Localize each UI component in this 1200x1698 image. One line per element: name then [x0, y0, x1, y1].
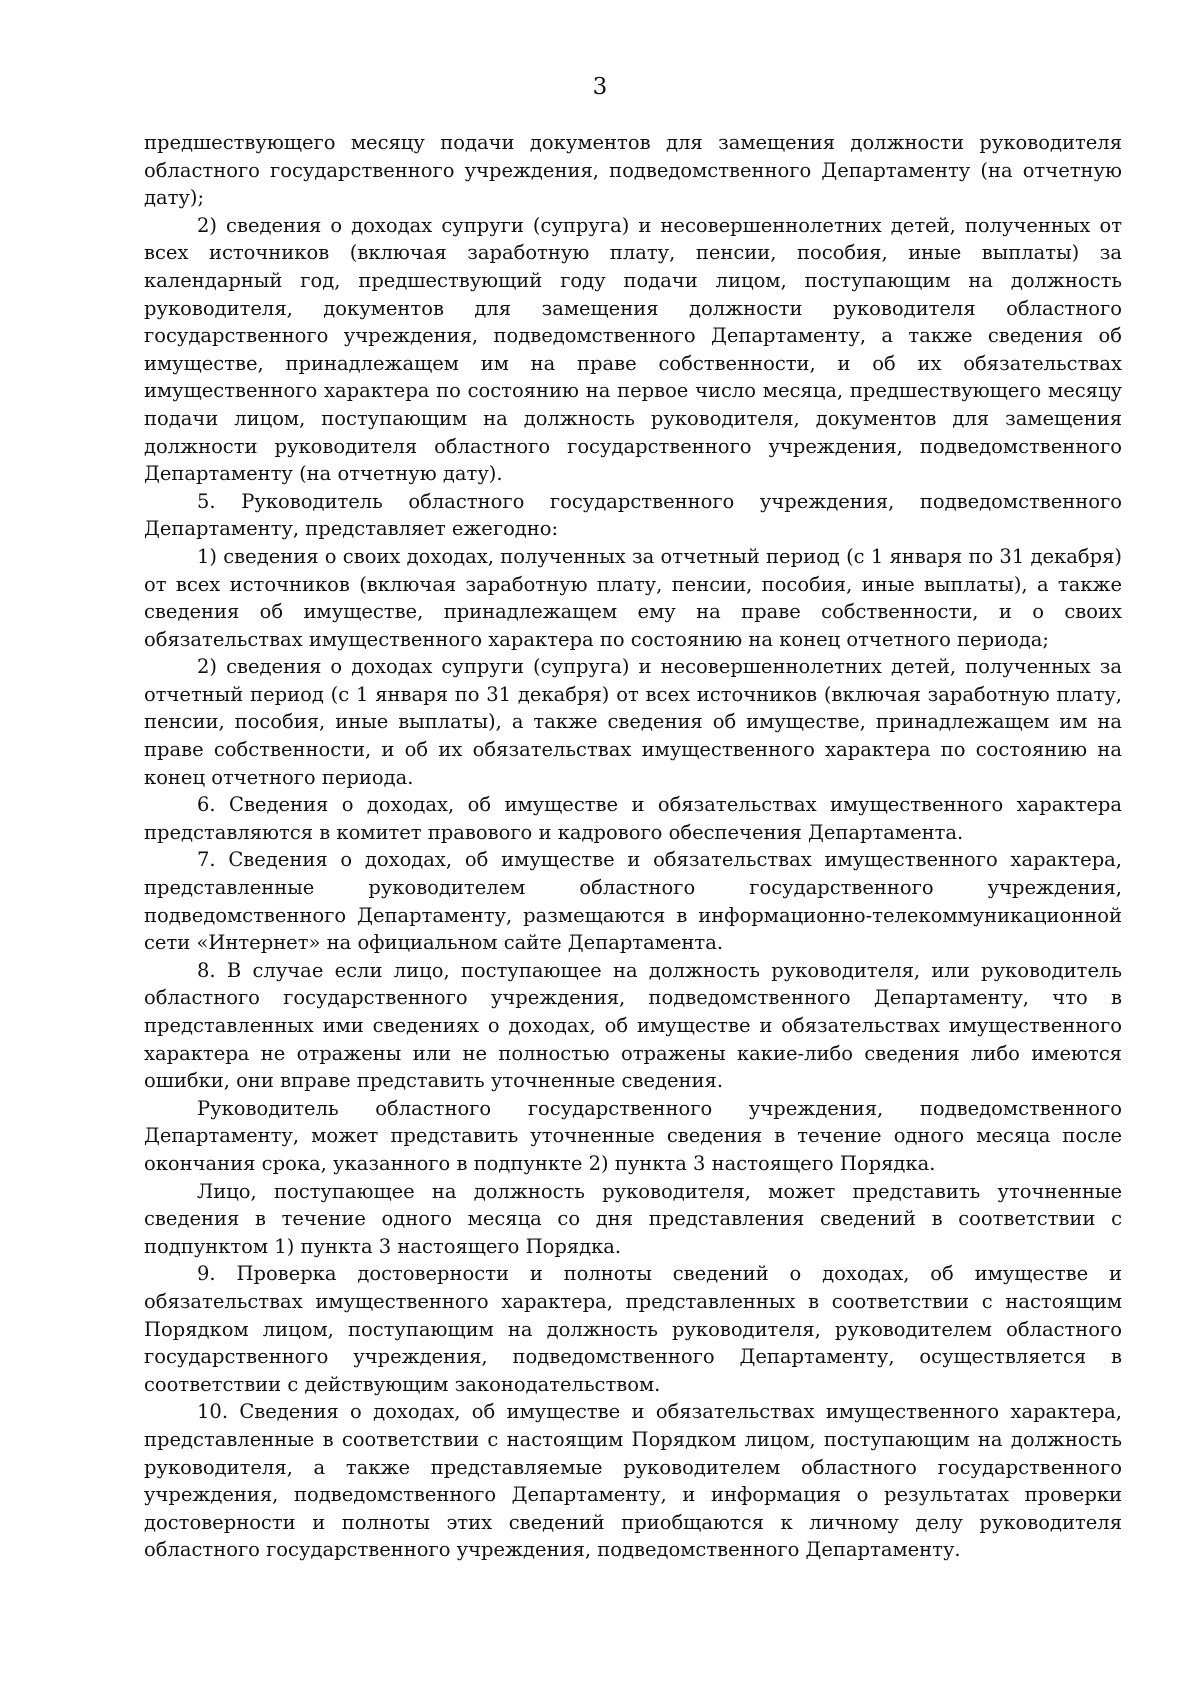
paragraph-item-4-2: 2) сведения о доходах супруги (супруга) и несовершеннолетних детей, полученных от всех источников (включая заработную плату, пенсии, пособия, иные выплаты) за календарный год, предшествующий году подачи лицом, поступающим на должность руководителя, документов для замещения должности руководителя областного государственного учреждения, подведомственного Департаменту, а также сведения об имуществе, принадлежащем им на праве собственности, и об их обязательствах имущественного характера по состоянию на первое число месяца, предшествующего месяцу подачи лицом, поступающим на должность руководителя, документов для замещения должности руководителя областного государственного учреждения, подведомственного Департаменту (на отчетную дату). [144, 213, 1122, 486]
paragraph-item-5-2: 2) сведения о доходах супруги (супруга) и несовершеннолетних детей, полученных за отчетный период (с 1 января по 31 декабря) от всех источников (включая заработную плату, пенсии, пособия, иные выплаты), а также сведения об имуществе, принадлежащем им на праве собственности, и об их обязательствах имущественного характера по состоянию на конец отчетного периода. [144, 655, 1122, 789]
paragraph-item-8: 8. В случае если лицо, поступающее на должность руководителя, или руководитель областного государственного учреждения, подведомственного Департаменту, что в представленных ими сведениях о доходах, об имуществе и обязательствах имущественного характера не отражены или не полностью отражены какие-либо сведения либо имеются ошибки, они вправе представить уточненные сведения. [144, 958, 1122, 1093]
paragraph-item-8-applicant: Лицо, поступающее на должность руководителя, может представить уточненные сведения в течение одного месяца со дня представления сведений в соответствии с подпунктом 1) пункта 3 настоящего Порядка. [144, 1179, 1122, 1258]
paragraph-item-7: 7. Сведения о доходах, об имуществе и обязательствах имущественного характера, представленные руководителем областного государственного учреждения, подведомственного Департаменту, размещаются в информационно-телекоммуникационной сети «Интернет» на официальном сайте Департамента. [144, 848, 1122, 955]
paragraph-item-10: 10. Сведения о доходах, об имуществе и обязательствах имущественного характера, представленные в соответствии с настоящим Порядком лицом, поступающим на должность руководителя, а также представляемые руководителем областного государственного учреждения, подведомственного Департаменту, и информация о результатах проверки достоверности и полноты этих сведений приобщаются к личному делу руководителя областного государственного учреждения, подведомственного Департаменту. [144, 1400, 1122, 1562]
paragraph-item-8-manager: Руководитель областного государственного учреждения, подведомственного Департаменту, может представить уточненные сведения в течение одного месяца после окончания срока, указанного в подпункте 2) пункта 3 настоящего Порядка. [144, 1096, 1122, 1175]
paragraph-item-6: 6. Сведения о доходах, об имуществе и обязательствах имущественного характера представляются в комитет правового и кадрового обеспечения Департамента. [144, 793, 1122, 844]
document-body [144, 129, 1122, 1564]
paragraph-item-5-1: 1) сведения о своих доходах, полученных за отчетный период (с 1 января по 31 декабря) от всех источников (включая заработную плату, пенсии, пособия, иные выплаты), а также сведения об имуществе, принадлежащем ему на праве собственности, и о своих обязательствах имущественного характера по состоянию на конец отчетного периода; [144, 544, 1122, 651]
paragraph-item-5: 5. Руководитель областного государственного учреждения, подведомственного Департаменту, представляет ежегодно: [144, 489, 1122, 541]
paragraph-item-9: 9. Проверка достоверности и полноты сведений о доходах, об имуществе и обязательствах имущественного характера, представленных в соответствии с настоящим Порядком лицом, поступающим на должность руководителя, руководителем областного государственного учреждения, подведомственного Департаменту, осуществляется в соответствии с действующим законодательством. [144, 1262, 1122, 1396]
paragraph-continuation: предшествующего месяцу подачи документов для замещения должности руководителя областного государственного учреждения, подведомственного Департаменту (на отчетную дату); [144, 131, 1122, 210]
page-number: 3 [592, 74, 608, 100]
